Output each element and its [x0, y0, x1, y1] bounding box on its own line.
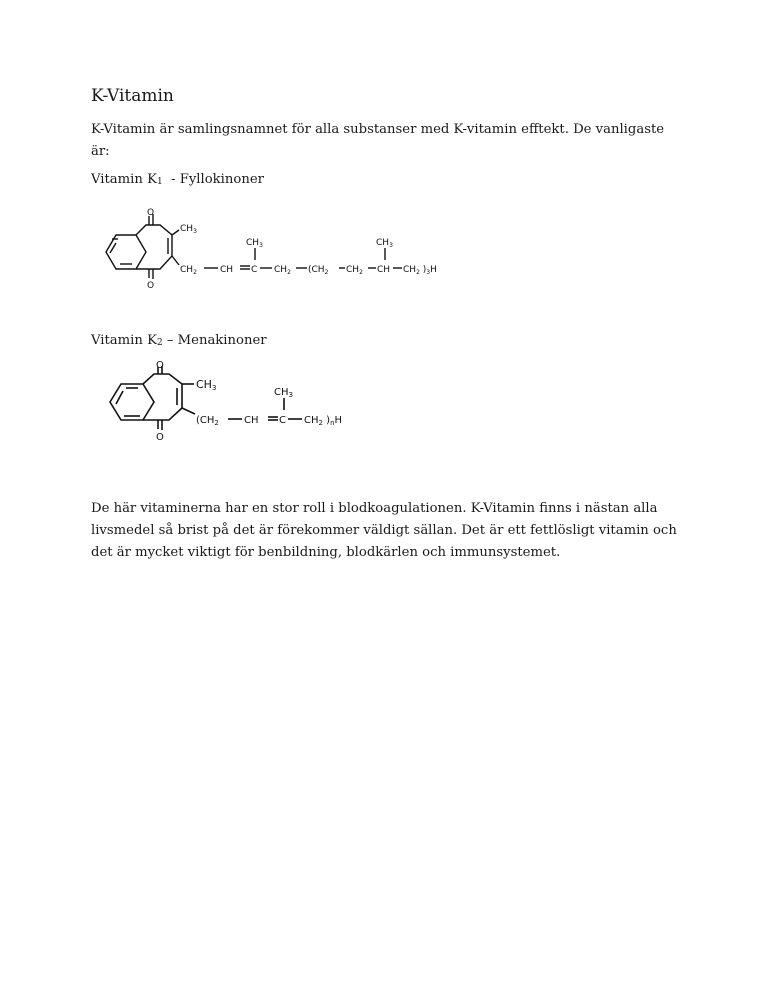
vitamin-k2-label — [91, 330, 681, 354]
k2-ring-methyl: CH3 — [196, 378, 217, 392]
k2-oxygen-bottom: O — [156, 432, 164, 443]
k1-label-prefix: Vitamin K — [91, 172, 157, 187]
k1-chain-ch2-1: $CH_2$ — [180, 265, 197, 276]
k2-oxygen-top: O — [156, 360, 164, 371]
k2-chain-ch2-1: ($CH_2$ — [196, 415, 219, 427]
k1-methyl-a: $CH_3$ — [246, 238, 263, 249]
k1-chain-end: $CH_2$ )$_3H$ — [403, 265, 437, 276]
k1-chain-c: C — [251, 265, 258, 275]
k1-chain-ch2-2: $CH_2$ — [274, 265, 291, 276]
k1-oxygen-bottom: O — [147, 281, 155, 290]
k1-ring-methyl: $CH_3$ — [180, 224, 197, 235]
vitamin-k2-structure — [104, 360, 364, 446]
k1-chain-ch2-4: $CH_2$ — [346, 265, 363, 276]
k2-chain-c: C — [279, 415, 286, 426]
vitamin-k1-structure — [100, 208, 450, 290]
page-title: K-Vitamin — [91, 86, 174, 106]
k1-label-suffix: - Fyllokinoner — [162, 172, 264, 187]
body-paragraph: De här vitaminerna har en stor roll i blodkoagulationen. K-Vitamin finns i nästan alla livsmedel så brist på det är förekommer väldigt sällan. Det är ett fettlösligt vitamin och det är mycket viktigt för benbildning, blodkärlen och immunsystemet. — [91, 501, 677, 560]
k2-methyl-top: $CH_3$ — [274, 387, 293, 399]
k2-label-suffix: – Menakinoner — [162, 333, 267, 348]
k1-oxygen-top: O — [147, 208, 155, 218]
k2-chain-ch: CH — [244, 415, 259, 426]
k1-label-sub: 1 — [156, 177, 163, 187]
k2-chain-end: $CH_2$ )$_nH$ — [304, 415, 343, 427]
k1-chain-ch2-3: ($CH_2$ — [308, 265, 329, 276]
intro-paragraph: K-Vitamin är samlingsnamnet för alla substanser med K-vitamin efftekt. De vanligaste är: — [91, 122, 665, 159]
k1-chain-ch-2: CH — [377, 265, 391, 275]
vitamin-k1-label — [91, 169, 681, 193]
k2-label-prefix: Vitamin K — [91, 333, 157, 348]
k2-label-sub: 2 — [156, 338, 163, 348]
k1-methyl-b: $CH_3$ — [376, 238, 393, 249]
k1-chain-ch: CH — [220, 265, 234, 275]
